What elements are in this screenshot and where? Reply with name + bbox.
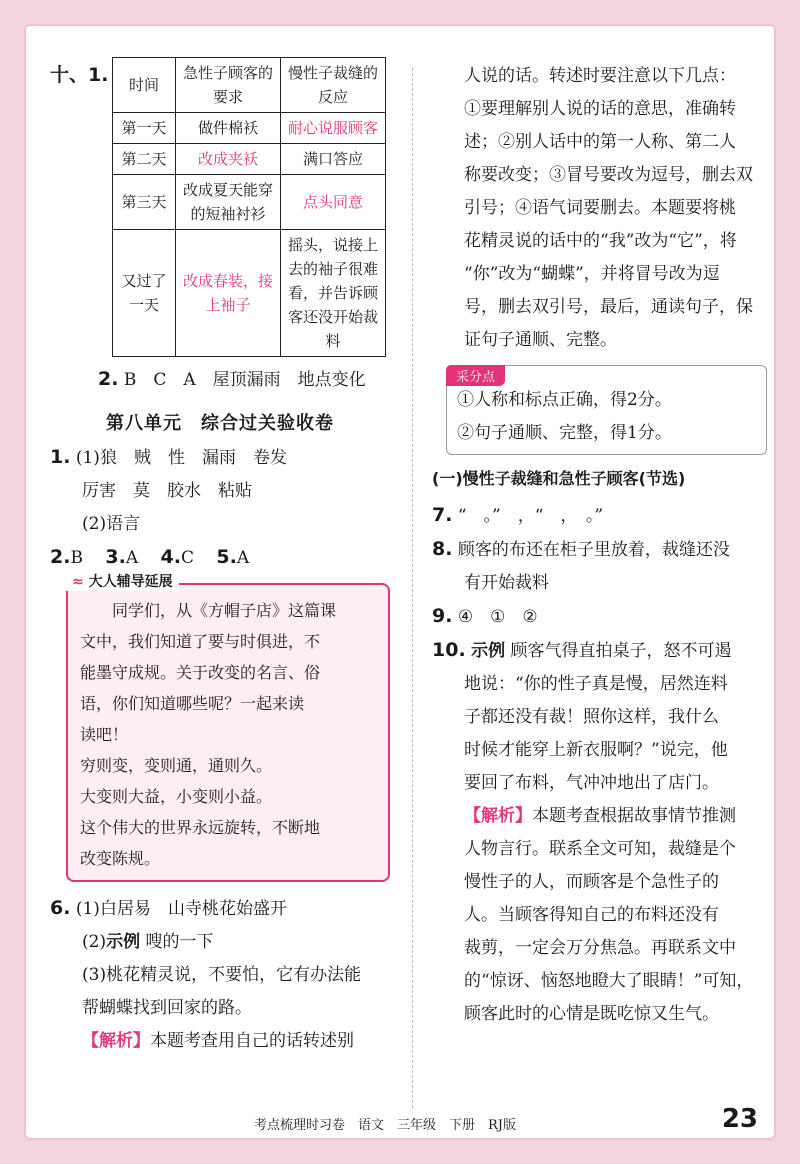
q10-line: 要回了布料，气冲冲地出了店门。 — [464, 773, 719, 793]
q6-line1: (1)白居易 山寺桃花始盛开 — [75, 899, 287, 919]
analysis-tag: 【解析】 — [82, 1031, 150, 1051]
q4-answer: C — [180, 548, 194, 568]
q10-analysis-line: 慢性子的人，而顾客是个急性子的 — [464, 872, 719, 892]
q1-line3: (2)语言 — [82, 514, 141, 534]
page — [24, 24, 776, 1140]
tip-line: 穷则变，变则通，通则久。 — [80, 756, 273, 775]
q10-analysis-line: 顾客此时的心情是既吃惊又生气。 — [464, 1004, 719, 1024]
analysis-text: 本题考查用自己的话转述别 — [150, 1031, 354, 1051]
score-line: ②句子通顺、完整，得1分。 — [457, 423, 672, 443]
q7 — [432, 499, 767, 533]
q2-5 — [50, 541, 390, 575]
q4-number: 4. — [160, 546, 181, 568]
cell: 做件棉袄 — [176, 113, 281, 144]
q8 — [432, 533, 767, 567]
sample-tag: 示例 — [106, 932, 141, 952]
r-line: “你”改为“蝴蝶”，并将冒号改为逗 — [464, 264, 720, 284]
q10-analysis-line: 人。当顾客得知自己的布料还没有 — [464, 905, 719, 925]
cell: 耐心说服顾客 — [281, 113, 386, 144]
cell: 第二天 — [113, 144, 176, 175]
q5-answer: A — [236, 548, 250, 568]
th-tailor: 慢性子裁缝的反应 — [281, 58, 386, 113]
cell: 改成夹袄 — [176, 144, 281, 175]
q9 — [432, 600, 767, 634]
q10-line: 子都还没有裁！照你这样，我什么 — [464, 707, 719, 727]
sample-tag: 示例 — [471, 641, 506, 661]
q7-answer: “ 。” ，“ ， 。” — [457, 506, 604, 526]
q8-line1: 顾客的布还在柜子里放着，裁缝还没 — [457, 540, 730, 560]
q10-number: 10. — [432, 639, 466, 661]
cell: 改成夏天能穿的短袖衬衫 — [176, 175, 281, 230]
q2-number: 2. — [50, 546, 71, 568]
q6-part2-answer: 嗖的一下 — [140, 932, 214, 952]
section-heading: (一)慢性子裁缝和急性子顾客(节选) — [432, 469, 686, 488]
answer-table — [112, 57, 386, 357]
q6-line4: 帮蝴蝶找到回家的路。 — [82, 998, 252, 1018]
right-column — [432, 60, 767, 1031]
tip-line: 改变陈规。 — [80, 849, 161, 868]
q6-line3: (3)桃花精灵说，不要怕，它有办法能 — [82, 965, 362, 985]
q7-number: 7. — [432, 504, 453, 526]
tip-line: 语，你们知道哪些呢？一起来读 — [80, 694, 305, 713]
r-line: 花精灵说的话中的“我”改为“它”，将 — [464, 231, 737, 251]
q10-2-number: 2. — [98, 368, 119, 390]
th-time: 时间 — [113, 58, 176, 113]
q6-line2 — [50, 926, 390, 959]
cell: 第三天 — [113, 175, 176, 230]
q8-line2: 有开始裁料 — [464, 573, 549, 593]
q1-line2: 厉害 莫 胶水 粘贴 — [82, 481, 252, 501]
page-number: 23 — [721, 1104, 758, 1134]
r-line: ①要理解别人说的话的意思，准确转 — [464, 99, 736, 119]
cell: 第一天 — [113, 113, 176, 144]
q5-number: 5. — [216, 546, 237, 568]
r-line: 引号；④语气词要删去。本题要将桃 — [464, 198, 736, 218]
r-line: 证句子通顺、完整。 — [464, 330, 617, 350]
tip-line: 能墨守成规。关于改变的名言、俗 — [80, 663, 321, 682]
q10-line: 时候才能穿上新衣服啊？”说完，他 — [464, 740, 728, 760]
r-line: 号，删去双引号，最后，通读句子，保 — [464, 297, 753, 317]
score-line: ①人称和标点正确，得2分。 — [457, 390, 672, 410]
analysis-tag: 【解析】 — [464, 806, 532, 826]
q6-line5 — [50, 1025, 390, 1058]
analysis-text: 本题考查根据故事情节推测 — [532, 806, 736, 826]
q6-number: 6. — [50, 897, 71, 919]
q1-number: 1. — [50, 446, 71, 468]
q1 — [50, 441, 390, 475]
cell: 改成春装，接上袖子 — [176, 230, 281, 357]
footer-meta: 考点梳理时习卷 语文 三年级 下册 RJ版 — [254, 1118, 516, 1133]
q8-number: 8. — [432, 538, 453, 560]
th-customer: 急性子顾客的要求 — [176, 58, 281, 113]
q1-line1: (1)狼 贼 性 漏雨 卷发 — [75, 448, 287, 468]
q6-part2-label: (2) — [82, 932, 107, 952]
left-column — [50, 60, 390, 1058]
column-divider — [412, 68, 413, 1108]
q10-line: 地说：“你的性子真是慢，居然连料 — [464, 674, 728, 694]
unit-title: 第八单元 综合过关验收卷 — [106, 413, 334, 434]
cell: 摇头，说接上去的袖子很难看，并告诉顾客还没开始裁料 — [281, 230, 386, 357]
tip-line: 同学们，从《方帽子店》这篇课 — [80, 601, 337, 620]
q10-analysis-line: 裁剪，一定会万分焦急。再联系文中 — [464, 938, 736, 958]
q10-analysis-line: 人物言行。联系全文可知，裁缝是个 — [464, 839, 736, 859]
tip-line: 大变则大益，小变则小益。 — [80, 787, 273, 806]
parent-guide-tag — [66, 571, 179, 591]
q10-analysis-line: 的“惊讶、恼怒地瞪大了眼睛！”可知， — [464, 971, 754, 991]
tip-line: 读吧！ — [80, 725, 129, 744]
wave-icon: ≈ — [72, 574, 84, 590]
tip-line: 文中，我们知道了要与时俱进，不 — [80, 632, 321, 651]
q9-number: 9. — [432, 605, 453, 627]
scoring-tag: 采分点 — [446, 365, 505, 386]
q10-label: 十、1. — [50, 64, 109, 86]
tip-line: 这个伟大的世界永远旋转，不断地 — [80, 818, 321, 837]
q10-2-answer: B C A 屋顶漏雨 地点变化 — [123, 370, 366, 390]
scoring-box — [446, 365, 767, 455]
q6 — [50, 892, 390, 926]
q10-2 — [50, 363, 390, 397]
r-line: 称要改变；③冒号要改为逗号，删去双 — [464, 165, 753, 185]
q10-line1: 顾客气得直拍桌子，怒不可遏 — [505, 641, 732, 661]
q10 — [432, 634, 767, 668]
cell: 点头同意 — [281, 175, 386, 230]
cell: 满口答应 — [281, 144, 386, 175]
q3-number: 3. — [105, 546, 126, 568]
r-line: 述；②别人话中的第一人称、第二人 — [464, 132, 736, 152]
cell: 又过了一天 — [113, 230, 176, 357]
q9-answer: ④ ① ② — [457, 607, 538, 627]
r-line: 人说的话。转述时要注意以下几点： — [464, 66, 736, 86]
parent-guide-box — [66, 574, 390, 882]
q2-answer: B — [70, 548, 83, 568]
q3-answer: A — [125, 548, 139, 568]
q10-analysis — [432, 800, 767, 833]
parent-guide-title: 大人辅导延展 — [88, 574, 173, 590]
